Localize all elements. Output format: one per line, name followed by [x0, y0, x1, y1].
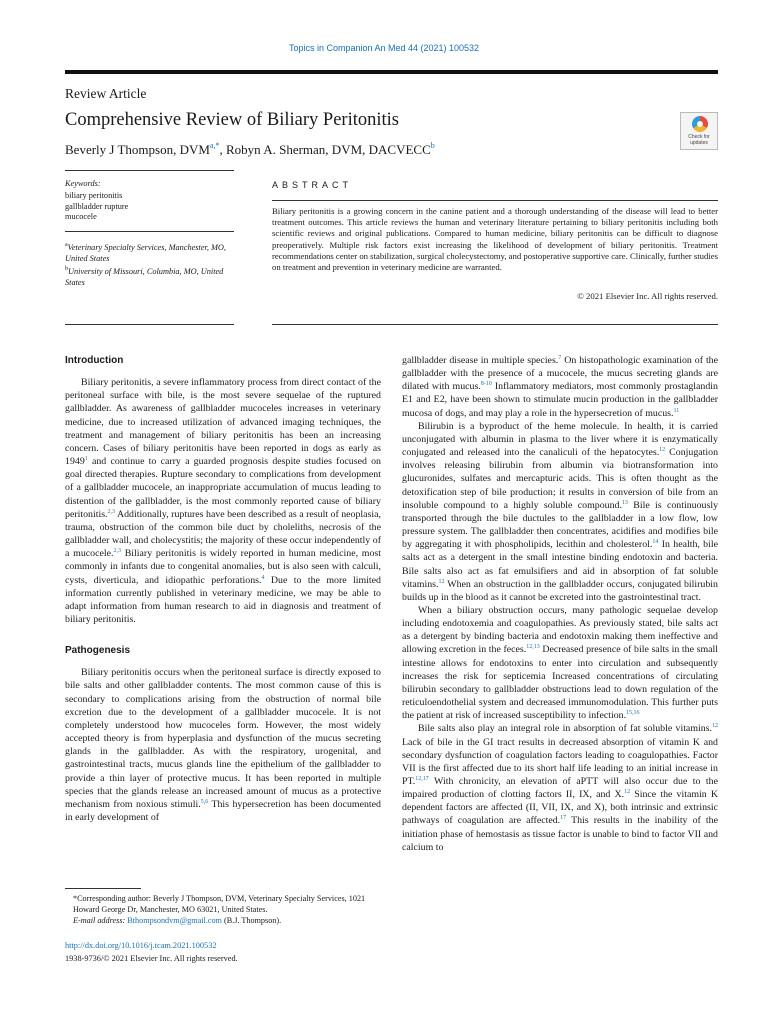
crossmark-label: [681, 134, 717, 146]
section-heading-introduction: Introduction: [65, 355, 124, 366]
citation-link[interactable]: 13: [621, 499, 628, 506]
crossmark-line: updates: [690, 140, 708, 146]
article-title: Comprehensive Review of Biliary Peritonitis: [65, 110, 399, 130]
author-affiliation-ref[interactable]: b: [430, 141, 435, 150]
citation-link[interactable]: 12,13: [526, 644, 540, 651]
body-paragraph: Bilirubin is a byproduct of the heme molecule. In health, it is carried unconjugated with albumin in plasma to the liver where it is enzymatically conjugated and released into the canaliculi of the hepatocytes.$^{12}$ Conjugation involves releasing bilirubin from albumin via biotransformation into glucuronides, sulfates and mercapturic acids. This is often thought as the detoxification step of bile production; it results in conversion of bile from an insoluble compound to a highly soluble compound.$^{13}$ Bile is continuously transported through the bile ductules to the gallbladder in a low flow, low pressure system. The gallbladder then concentrates, acidifies and modifies bile by aggregating it with phospholipids, lecithin and cholesterol.$^{14}$ In health, bile salts act as a detergent in the small intestine binding endotoxin and bacteria. Bile salts also act as fat emulsifiers and aid in absorption of fat soluble vitamins.$^{12}$ When an obstruction in the gallbladder occurs, conjugated bilirubin builds up in the blood as it cannot be excreted into the gastrointestinal tract.: [402, 420, 719, 603]
keywords-list: [65, 191, 233, 223]
citation-link[interactable]: 14: [652, 539, 659, 546]
email-line: [65, 915, 383, 926]
author-name: Robyn A. Sherman, DVM, DACVECC: [226, 142, 431, 157]
affiliation-marker: a: [65, 242, 68, 248]
abstract-text: Biliary peritonitis is a growing concern in the canine patient and a thorough understanding of the disease will lead to better treatment outcomes. This article reviews the human and veterinary literature pertaining to biliary peritonitis including both scientific reviews and original publications. Compared to human medicine, biliary peritonitis can be difficult to diagnose preoperatively. Multiple risk factors exist increasing the likelihood of development of biliary peritonitis. Treatment recommendations center on stabilization, surgical cholecystectomy, and postoperative supportive care. Clinically, further studies on treatment and prevention in veterinary medicine are warranted.: [272, 206, 718, 273]
abstract-copyright: © 2021 Elsevier Inc. All rights reserved.: [577, 291, 718, 301]
journal-citation-link[interactable]: Topics in Companion An Med 44 (2021) 100532: [288, 43, 480, 53]
keyword-item: mucocele: [65, 212, 97, 221]
citation-link[interactable]: 12,17: [415, 776, 429, 782]
affiliations: [65, 240, 233, 288]
keyword-item: gallbladder rupture: [65, 201, 129, 211]
body-column-left: [65, 354, 381, 824]
citation-link[interactable]: 4: [261, 574, 265, 581]
body-paragraph: Biliary peritonitis occurs when the peritoneal surface is directly exposed to bile salts and other gallbladder contents. The most common cause of this is secondary to complications arising from the obstruction of normal bile excretion due to the development of a gallbladder mucocele. It is not completely understood how mucoceles form. However, the most widely accepted theory is from hyperplasia and dysfunction of the mucus secreting glands in the gallbladder. As with the respiratory, urogenital, and gastrointestinal tracts, mucus glands line the epithelium of the gallbladder to provide a thin layer of protective mucus. It has been reported in multiple species that the glands release an increased amount of mucus as a protective mechanism from noxious stimuli.$^{5,6}$ This hypersecretion has been documented in early development of: [65, 667, 381, 823]
article-type: Review Article: [65, 86, 147, 101]
author-separator: ,: [219, 142, 226, 157]
section-heading-pathogenesis: Pathogenesis: [65, 645, 131, 657]
body-paragraph: When a biliary obstruction occurs, many pathologic sequelae develop including endotoxemia and coagulopathies. As previously stated, bile salts act as a detergent by binding bacteria and endotoxin making them ineffective and allowing excretion in the feces.$^{12,13}$ Decreased presence of bile salts in the small intestine allows for endotoxins to enter into circulation and subsequently increases the risk for septicemia Increased concentrations of circulating bilirubin secondary to gallbladder obstructions lead to down regulation of the reticuloendothelial system and decreased immunomodulation. This further puts the patient at risk of increased susceptibility to infection.$^{15,16}$: [402, 604, 718, 722]
header-rule: [65, 70, 718, 74]
citation-link[interactable]: 17: [560, 815, 567, 822]
author-list: [65, 141, 435, 158]
keyword-item: biliary peritonitis: [65, 191, 123, 200]
keywords-rule: [65, 324, 234, 325]
citation-link[interactable]: 2,3: [107, 508, 116, 515]
email-label: E-mail address:: [73, 916, 128, 925]
footnote-rule: [65, 888, 141, 889]
body-column-right: [402, 354, 718, 854]
affiliation: [65, 240, 233, 264]
abstract-rule: [272, 324, 718, 325]
body-paragraph: Bile salts also play an integral role in absorption of fat soluble vitamins.$^{12}$ Lack of bile in the GI tract results in decreased absorption of vitamin K and secondary dysfunction of coagulation factors leading to coagulopathies. Factor VII is the first affected due to its short half life leading to an initial increase in PT.$^{12,17}$ With chronicity, an elevation of aPTT will also occur due to the impaired production of clotting factors II, IX, and X.$^{12}$ Since the vitamin K dependent factors are affected (II, VII, IX, and X), both intrinsic and extrinsic pathways of coagulation are affected.$^{17}$ This results in the inability of the initiation phase of hemostasis as tissue factor is unable to bind to factor VII and calcium to: [402, 723, 719, 853]
citation-link[interactable]: 7: [558, 355, 562, 361]
keywords-rule: [65, 170, 234, 171]
corresponding-author-footnote: [65, 893, 383, 926]
affiliation-text: Veterinary Specialty Services, Manchester, MO, United States: [65, 243, 226, 263]
check-for-updates-badge[interactable]: [680, 112, 718, 150]
keywords-label: Keywords:: [65, 179, 101, 188]
abstract-heading: ABSTRACT: [272, 180, 353, 190]
abstract-rule: [272, 200, 718, 201]
affiliation: [65, 264, 233, 288]
email-link[interactable]: Bthompsondvm@gmail.com: [127, 916, 222, 925]
body-paragraph: Biliary peritonitis, a severe inflammatory process from direct contact of the peritoneal surface with bile, is the most severe sequelae of the ruptured gallbladder. As awareness of gallbladder mucoceles increases in veterinary medicine, due to increased utilization of advanced imaging techniques, the treatment and management of biliary peritonitis has been an increasing concern. Cases of biliary peritonitis have been reported in dogs as early as 1949$^1$ and continue to carry a guarded prognosis despite studies focused on goal directed therapies. Rupture secondary to complications from development of a gallbladder mucocele, an inappropriate accumulation of mucus leading to distention of the gallbladder, is the most commonly reported cause of biliary peritonitis.$^{2,3}$ Additionally, ruptures have been described as a result of neoplasia, trauma, obstruction of the common bile duct by choleliths, necrosis of the gallbladder wall, and cholecystitis; the majority of these occur independently of a mucocele.$^{2,3}$ Biliary peritonitis is widely reported in human medicine, most commonly in infants due to congenital anomalies, but is also seen with calculi, cysts, diverticula, and idiopathic perforations.$^4$ Due to the more limited information currently published in veterinary medicine, we may be able to adapt information from human research to aid in diagnosis and treatment of biliary peritonitis.: [65, 377, 382, 625]
citation-link[interactable]: 5,6: [200, 798, 209, 805]
citation-link[interactable]: 12: [712, 723, 718, 730]
doi-block: [65, 940, 238, 965]
body-paragraph: gallbladder disease in multiple species.$^7$ On histopathologic examination of the gallbladder with the presence of a mucocele, the mucus secreting glands are dilated with mucus.$^{8-10}$ Inflammatory mediators, most commonly prostaglandin E1 and E2, have been shown to stimulate mucin production in the gallbladder mucosa of dogs, and may play a role in the hypersecretion of mucus.$^{11}$: [402, 355, 719, 419]
citation-link[interactable]: 8-10: [480, 381, 492, 388]
citation-link[interactable]: 12: [438, 578, 445, 585]
email-suffix: (B.J. Thompson).: [221, 916, 282, 925]
doi-link[interactable]: http://dx.doi.org/10.1016/j.tcam.2021.100532: [65, 941, 217, 950]
citation-link[interactable]: 1: [84, 456, 88, 463]
citation-link[interactable]: 2,3: [113, 548, 121, 555]
corresponding-author-text: *Corresponding author: Beverly J Thompson, DVM, Veterinary Specialty Services, 1021 Howard George Dr, Manchester, MO 63021, United States.: [73, 894, 366, 914]
citation-link[interactable]: 12: [659, 447, 666, 454]
crossmark-icon: [692, 116, 708, 132]
crossmark-line: Check for: [688, 134, 710, 140]
citation-link[interactable]: 12: [624, 789, 631, 796]
affiliation-text: University of Missouri, Columbia, MO, United States: [65, 267, 224, 287]
citation-link[interactable]: 15,16: [626, 710, 640, 717]
affiliation-marker: b: [65, 266, 68, 272]
citation-link[interactable]: 11: [673, 407, 680, 414]
issn-copyright: 1938-9736/© 2021 Elsevier Inc. All rights reserved.: [65, 953, 238, 963]
author-affiliation-ref[interactable]: a,*: [209, 141, 220, 150]
keywords-rule: [65, 231, 234, 232]
author-name: Beverly J Thompson, DVM: [65, 142, 210, 157]
